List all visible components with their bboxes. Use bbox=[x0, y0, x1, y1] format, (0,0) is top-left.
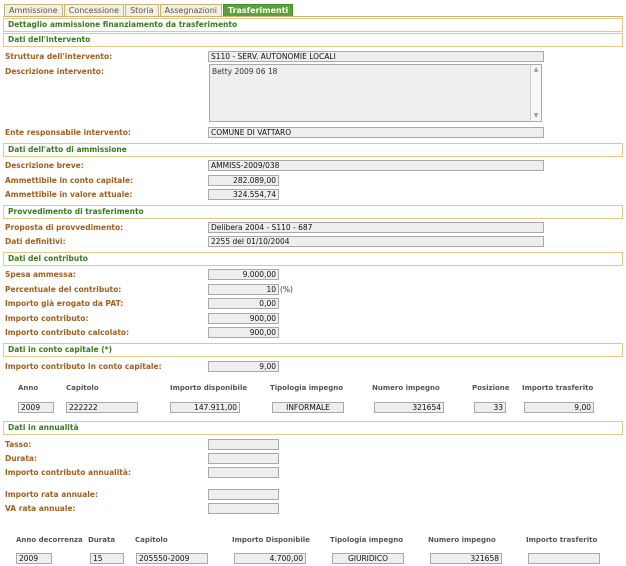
tab-storia[interactable]: Storia bbox=[125, 4, 159, 16]
capitale-numero-impegno-cell[interactable]: 321654 bbox=[374, 402, 444, 413]
col-anno-decorrenza: Anno decorrenza bbox=[16, 536, 83, 544]
importo-calcolato-field[interactable]: 900,00 bbox=[208, 327, 279, 338]
ammettibile-capitale-field[interactable]: 282.089,00 bbox=[208, 175, 279, 186]
tasso-field[interactable] bbox=[208, 439, 279, 450]
capitale-importo-disponibile-cell[interactable]: 147.911,00 bbox=[170, 402, 240, 413]
col-numero-annualita: Numero impegno bbox=[428, 536, 496, 544]
capitale-tipologia-cell[interactable]: INFORMALE bbox=[272, 402, 344, 413]
annualita-capitolo-cell[interactable]: 205550-2009 bbox=[136, 553, 208, 564]
descrizione-intervento-textarea[interactable] bbox=[209, 64, 542, 122]
col-numero-impegno: Numero impegno bbox=[372, 384, 440, 392]
annualita-tipologia-cell[interactable]: GIURIDICO bbox=[332, 553, 404, 564]
page-title: Dettaglio ammissione finanziamento da trasferimento bbox=[3, 18, 623, 32]
proposta-label: Proposta di provvedimento: bbox=[5, 223, 124, 232]
ente-field[interactable]: COMUNE DI VATTARO bbox=[208, 127, 544, 138]
definitivi-field[interactable]: 2255 del 01/10/2004 bbox=[208, 236, 544, 247]
capitale-capitolo-cell[interactable]: 222222 bbox=[66, 402, 138, 413]
col-importo-trasferito-annualita: Importo trasferito bbox=[526, 536, 598, 544]
importo-contributo-field[interactable]: 900,00 bbox=[208, 313, 279, 324]
col-tipologia-annualita: Tipologia impegno bbox=[330, 536, 404, 544]
durata-label: Durata: bbox=[5, 454, 37, 463]
tab-underline bbox=[3, 16, 623, 17]
ammettibile-capitale-label: Ammettibile in conto capitale: bbox=[5, 176, 134, 185]
struttura-field[interactable]: S110 - SERV. AUTONOMIE LOCALI bbox=[208, 51, 544, 62]
percentuale-field[interactable]: 10 bbox=[208, 284, 279, 295]
tab-concessione[interactable]: Concessione bbox=[64, 4, 124, 16]
col-importo-trasferito: Importo trasferito bbox=[522, 384, 594, 392]
erogato-field[interactable]: 0,00 bbox=[208, 298, 279, 309]
percentuale-label: Percentuale del contributo: bbox=[5, 285, 122, 294]
va-rata-label: VA rata annuale: bbox=[5, 504, 76, 513]
col-anno: Anno bbox=[18, 384, 39, 392]
descrizione-intervento-label: Descrizione intervento: bbox=[5, 67, 104, 76]
col-tipologia-impegno: Tipologia impegno bbox=[270, 384, 344, 392]
importo-capitale-field[interactable]: 9,00 bbox=[208, 361, 279, 372]
descrizione-breve-field[interactable]: AMMISS-2009/038 bbox=[208, 160, 544, 171]
importo-capitale-label: Importo contributo in conto capitale: bbox=[5, 362, 162, 371]
col-capitolo-annualita: Capitolo bbox=[135, 536, 168, 544]
importo-calcolato-label: Importo contributo calcolato: bbox=[5, 328, 130, 337]
importo-contributo-label: Importo contributo: bbox=[5, 314, 89, 323]
spesa-field[interactable]: 9.000,00 bbox=[208, 269, 279, 280]
descrizione-breve-label: Descrizione breve: bbox=[5, 161, 84, 170]
col-durata: Durata bbox=[88, 536, 116, 544]
section-capitale-title: Dati in conto capitale (*) bbox=[3, 343, 623, 357]
capitale-posizione-cell[interactable]: 33 bbox=[474, 402, 506, 413]
col-posizione: Posizione bbox=[472, 384, 510, 392]
ammettibile-attuale-label: Ammettibile in valore attuale: bbox=[5, 190, 133, 199]
scroll-up-icon[interactable]: ▲ bbox=[533, 66, 539, 73]
rata-annuale-label: Importo rata annuale: bbox=[5, 490, 98, 499]
section-annualita-title: Dati in annualità bbox=[3, 421, 623, 435]
proposta-field[interactable]: Delibera 2004 - S110 - 687 bbox=[208, 222, 544, 233]
section-intervento-title: Dati dell'intervento bbox=[3, 33, 623, 47]
struttura-label: Struttura dell'intervento: bbox=[5, 52, 113, 61]
annualita-anno-cell[interactable]: 2009 bbox=[16, 553, 52, 564]
capitale-importo-trasferito-cell[interactable]: 9,00 bbox=[524, 402, 594, 413]
definitivi-label: Dati definitivi: bbox=[5, 237, 66, 246]
capitale-anno-cell[interactable]: 2009 bbox=[18, 402, 54, 413]
annualita-importo-trasferito-cell[interactable] bbox=[528, 553, 600, 564]
tasso-label: Tasso: bbox=[5, 440, 32, 449]
annualita-numero-cell[interactable]: 321658 bbox=[430, 553, 502, 564]
rata-annuale-field[interactable] bbox=[208, 489, 279, 500]
spesa-label: Spesa ammessa: bbox=[5, 270, 76, 279]
percent-unit: (%) bbox=[280, 285, 293, 294]
durata-field[interactable] bbox=[208, 453, 279, 464]
tab-ammissione[interactable]: Ammissione bbox=[4, 4, 63, 16]
ammettibile-attuale-field[interactable]: 324.554,74 bbox=[208, 189, 279, 200]
section-atto-title: Dati dell'atto di ammissione bbox=[3, 143, 623, 157]
tab-trasferimenti[interactable]: Trasferimenti bbox=[223, 4, 293, 16]
col-capitolo: Capitolo bbox=[66, 384, 99, 392]
importo-annualita-field[interactable] bbox=[208, 467, 279, 478]
col-importo-disponibile-annualita: Importo Disponibile bbox=[232, 536, 310, 544]
erogato-label: Importo già erogato da PAT: bbox=[5, 299, 124, 308]
annualita-importo-disponibile-cell[interactable]: 4.700,00 bbox=[234, 553, 306, 564]
section-contributo-title: Dati del contributo bbox=[3, 252, 623, 266]
importo-annualita-label: Importo contributo annualità: bbox=[5, 468, 131, 477]
tab-assegnazioni[interactable]: Assegnazioni bbox=[160, 4, 222, 16]
textarea-scrollbar[interactable] bbox=[530, 65, 541, 121]
col-importo-disponibile: Importo disponibile bbox=[170, 384, 248, 392]
scroll-down-icon[interactable]: ▼ bbox=[533, 112, 539, 119]
descrizione-intervento-text: Betty 2009 06 18 bbox=[212, 67, 278, 76]
section-provvedimento-title: Provvedimento di trasferimento bbox=[3, 205, 623, 219]
annualita-durata-cell[interactable]: 15 bbox=[90, 553, 124, 564]
va-rata-field[interactable] bbox=[208, 503, 279, 514]
ente-label: Ente responsabile intervento: bbox=[5, 128, 131, 137]
